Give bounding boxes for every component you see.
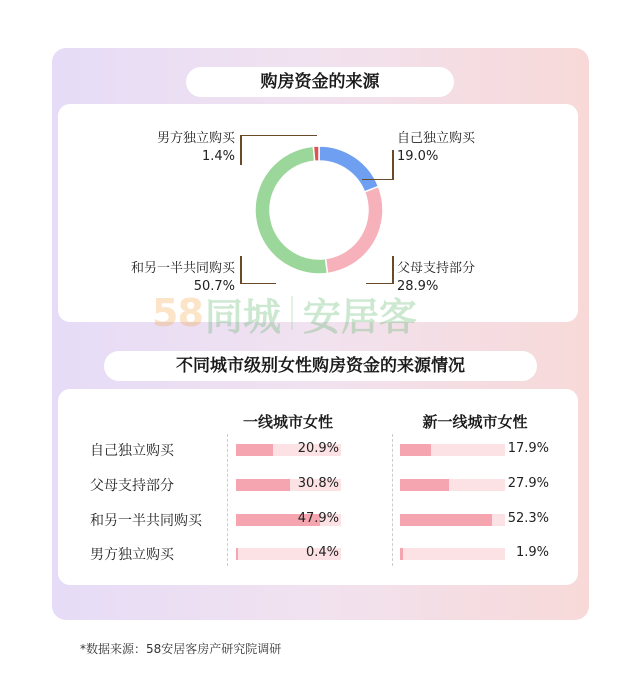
bar-new-tier1-parents-support	[400, 479, 449, 491]
slice-name: 男方独立购买	[156, 131, 235, 146]
bar-new-tier1-joint-purchase	[400, 514, 492, 526]
row-label-male-purchase: 男方独立购买	[90, 547, 174, 563]
watermark-58: 58	[152, 291, 203, 335]
column-divider-left	[227, 434, 228, 566]
bar-value-label: 20.9%	[297, 441, 339, 456]
slice-value: 28.9%	[397, 279, 439, 294]
bar-track	[400, 444, 505, 456]
bar-section-title: 不同城市级别女性购房资金的来源情况	[104, 351, 537, 381]
watermark-anjuke: 安居客	[302, 294, 417, 339]
bar-track	[400, 514, 505, 526]
watermark-tongcheng: 同城	[204, 294, 281, 339]
bar-value-label: 17.9%	[507, 441, 549, 456]
slice-value: 19.0%	[397, 149, 439, 164]
column-header-tier1: 一线城市女性	[242, 413, 333, 431]
column-divider-right	[392, 434, 393, 566]
column-header-new-tier1: 新一线城市女性	[422, 413, 528, 431]
watermark-logo	[152, 290, 417, 339]
leader-line-self	[362, 150, 394, 180]
row-label-parents-support: 父母支持部分	[90, 478, 174, 494]
leader-line-parents	[366, 256, 394, 284]
leader-line-male	[240, 135, 317, 165]
slice-name: 自己独立购买	[397, 131, 476, 146]
row-label-self-purchase: 自己独立购买	[90, 443, 174, 459]
watermark-divider	[291, 296, 293, 330]
slice-value: 50.7%	[193, 279, 235, 294]
bar-tier1-parents-support	[236, 479, 290, 491]
bar-value-label: 1.9%	[515, 545, 549, 560]
slice-name: 父母支持部分	[397, 261, 476, 276]
bar-track	[400, 479, 505, 491]
leader-line-joint	[240, 256, 276, 284]
bar-value-label: 27.9%	[507, 476, 549, 491]
bar-track	[400, 548, 505, 560]
slice-label-self-purchase	[397, 130, 475, 166]
bar-value-label: 30.8%	[297, 476, 339, 491]
bar-new-tier1-self-purchase	[400, 444, 431, 456]
slice-name: 和另一半共同购买	[130, 261, 235, 276]
donut-section-title: 购房资金的来源	[186, 67, 454, 97]
slice-value: 1.4%	[201, 149, 235, 164]
bar-tier1-male-purchase	[236, 548, 238, 560]
bar-tier1-self-purchase	[236, 444, 273, 456]
slice-joint-purchase	[255, 146, 327, 274]
bar-value-label: 47.9%	[297, 511, 339, 526]
bar-value-label: 52.3%	[507, 511, 549, 526]
data-source-footnote: *数据来源：58安居客房产研究院调研	[80, 642, 282, 656]
bar-value-label: 0.4%	[305, 545, 339, 560]
slice-label-male-purchase	[157, 130, 235, 166]
bar-new-tier1-male-purchase	[400, 548, 403, 560]
row-label-joint-purchase: 和另一半共同购买	[90, 513, 202, 529]
